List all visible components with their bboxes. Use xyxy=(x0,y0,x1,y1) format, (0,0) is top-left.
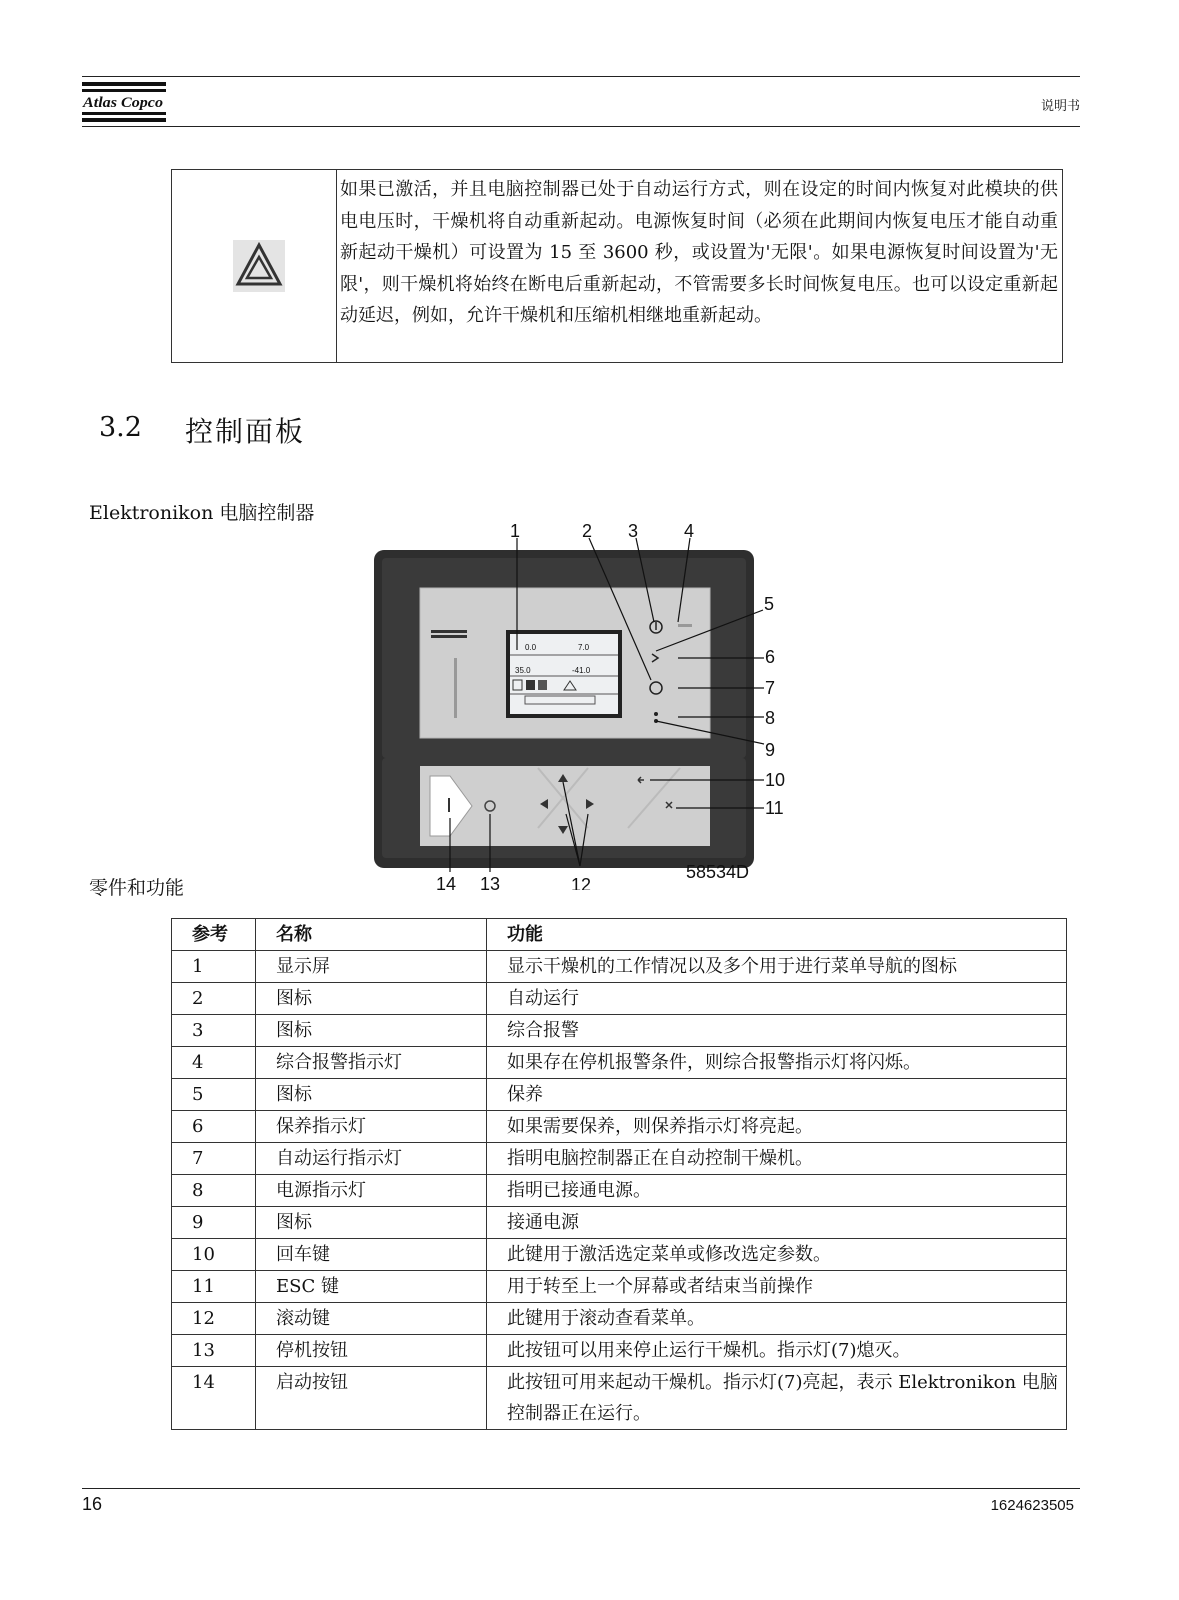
header-bottom-rule xyxy=(82,126,1080,127)
cell-name: 自动运行指示灯 xyxy=(256,1143,487,1175)
callout-5: 5 xyxy=(764,594,775,614)
cell-name: 图标 xyxy=(256,1015,487,1047)
cell-ref: 12 xyxy=(172,1303,256,1335)
callout-6: 6 xyxy=(765,647,776,667)
callout-9: 9 xyxy=(765,740,776,760)
cell-name: ESC 键 xyxy=(256,1271,487,1303)
cell-name: 电源指示灯 xyxy=(256,1175,487,1207)
callout-11: 11 xyxy=(765,798,784,818)
cell-name: 滚动键 xyxy=(256,1303,487,1335)
cell-name: 回车键 xyxy=(256,1239,487,1271)
table-row xyxy=(172,1175,1067,1207)
page-number: 16 xyxy=(82,1494,103,1514)
cell-function: 此按钮可以用来停止运行干燥机。指示灯(7)熄灭。 xyxy=(487,1335,1067,1367)
cell-ref: 10 xyxy=(172,1239,256,1271)
table-row xyxy=(172,983,1067,1015)
table-row xyxy=(172,1207,1067,1239)
screen-row1-value: 0.0 xyxy=(525,643,537,652)
cell-function: 保养 xyxy=(487,1079,1067,1111)
note-icon-cell xyxy=(172,170,337,362)
note-text: 如果已激活，并且电脑控制器已处于自动运行方式，则在设定的时间内恢复对此模块的供电电压时，干燥机将自动重新起动。电源恢复时间（必须在此期间内恢复电压才能自动重新起动干燥机）可设置为 15 至 3600 秒，或设置为'无限'。如果电源恢复时间设置为'无限'，则干燥机将始终在断电后重新起动，不管需要多长时间恢复电压。也可以设定重新起动延迟，例如，允许干燥机和压缩机相继地重新起动。 xyxy=(340,179,1058,326)
table-row xyxy=(172,1367,1067,1430)
table-row xyxy=(172,1271,1067,1303)
callout-2: 2 xyxy=(582,521,593,541)
display-screen xyxy=(506,630,622,718)
cell-ref: 6 xyxy=(172,1111,256,1143)
document-type: 说明书 xyxy=(1040,99,1080,114)
cell-name: 停机按钮 xyxy=(256,1335,487,1367)
table-row xyxy=(172,1111,1067,1143)
cell-ref: 8 xyxy=(172,1175,256,1207)
parts-function-table xyxy=(171,918,1067,1430)
screen-row1-right: 7.0 xyxy=(578,643,590,652)
cell-name: 图标 xyxy=(256,983,487,1015)
cell-ref: 7 xyxy=(172,1143,256,1175)
figure-code: 58534D xyxy=(686,862,750,882)
cell-function: 此键用于滚动查看菜单。 xyxy=(487,1303,1067,1335)
svg-text:Atlas Copco: Atlas Copco xyxy=(82,95,163,111)
cell-function: 显示干燥机的工作情况以及多个用于进行菜单导航的图标 xyxy=(487,951,1067,983)
callout-8: 8 xyxy=(765,708,776,728)
header-function: 功能 xyxy=(487,919,1067,951)
callout-7: 7 xyxy=(765,678,776,698)
cell-function: 如果需要保养，则保养指示灯将亮起。 xyxy=(487,1111,1067,1143)
header-ref: 参考 xyxy=(172,919,256,951)
section-title: 控制面板 xyxy=(185,415,306,448)
table-row xyxy=(172,1303,1067,1335)
header-top-rule xyxy=(82,76,1080,77)
callout-13: 13 xyxy=(480,874,501,890)
cell-function: 接通电源 xyxy=(487,1207,1067,1239)
cell-function: 指明电脑控制器正在自动控制干燥机。 xyxy=(487,1143,1067,1175)
controller-subheading: Elektronikon 电脑控制器 xyxy=(89,502,315,524)
cell-ref: 2 xyxy=(172,983,256,1015)
table-row xyxy=(172,1015,1067,1047)
parts-subheading: 零件和功能 xyxy=(89,877,185,899)
screen-row2-right: -41.0 xyxy=(572,666,591,675)
screen-row2-value: 35.0 xyxy=(515,666,531,675)
cell-function: 用于转至上一个屏幕或者结束当前操作 xyxy=(487,1271,1067,1303)
callout-12: 12 xyxy=(571,875,592,890)
cell-name: 图标 xyxy=(256,1079,487,1111)
cell-name: 保养指示灯 xyxy=(256,1111,487,1143)
callout-14: 14 xyxy=(436,874,457,890)
cell-ref: 3 xyxy=(172,1015,256,1047)
table-header-row xyxy=(172,919,1067,951)
callout-4: 4 xyxy=(684,521,695,541)
header-name: 名称 xyxy=(256,919,487,951)
restart-note-box xyxy=(171,169,1063,363)
cell-name: 显示屏 xyxy=(256,951,487,983)
footer-rule xyxy=(82,1488,1080,1489)
cell-function: 如果存在停机报警条件，则综合报警指示灯将闪烁。 xyxy=(487,1047,1067,1079)
cell-ref: 11 xyxy=(172,1271,256,1303)
callout-10: 10 xyxy=(765,770,786,790)
cell-name: 综合报警指示灯 xyxy=(256,1047,487,1079)
table-row xyxy=(172,1047,1067,1079)
cell-function: 指明已接通电源。 xyxy=(487,1175,1067,1207)
cell-name: 启动按钮 xyxy=(256,1367,487,1430)
table-row xyxy=(172,1335,1067,1367)
callout-1: 1 xyxy=(510,521,521,541)
table-row xyxy=(172,951,1067,983)
cell-ref: 4 xyxy=(172,1047,256,1079)
cell-function: 自动运行 xyxy=(487,983,1067,1015)
cell-function: 此按钮可用来起动干燥机。指示灯(7)亮起，表示 Elektronikon 电脑控制器正在运行。 xyxy=(487,1367,1067,1430)
cell-ref: 13 xyxy=(172,1335,256,1367)
cell-name: 图标 xyxy=(256,1207,487,1239)
cell-ref: 14 xyxy=(172,1367,256,1430)
section-number: 3.2 xyxy=(99,412,142,443)
cell-function: 此键用于激活选定菜单或修改选定参数。 xyxy=(487,1239,1067,1271)
warning-triangle-icon xyxy=(233,240,285,292)
atlas-copco-logo xyxy=(82,80,166,124)
cell-ref: 5 xyxy=(172,1079,256,1111)
cell-ref: 1 xyxy=(172,951,256,983)
document-number: 1624623505 xyxy=(990,1497,1074,1514)
table-row xyxy=(172,1239,1067,1271)
table-row xyxy=(172,1079,1067,1111)
controller-panel-figure xyxy=(360,518,820,890)
table-row xyxy=(172,1143,1067,1175)
cell-ref: 9 xyxy=(172,1207,256,1239)
cell-function: 综合报警 xyxy=(487,1015,1067,1047)
callout-3: 3 xyxy=(628,521,639,541)
